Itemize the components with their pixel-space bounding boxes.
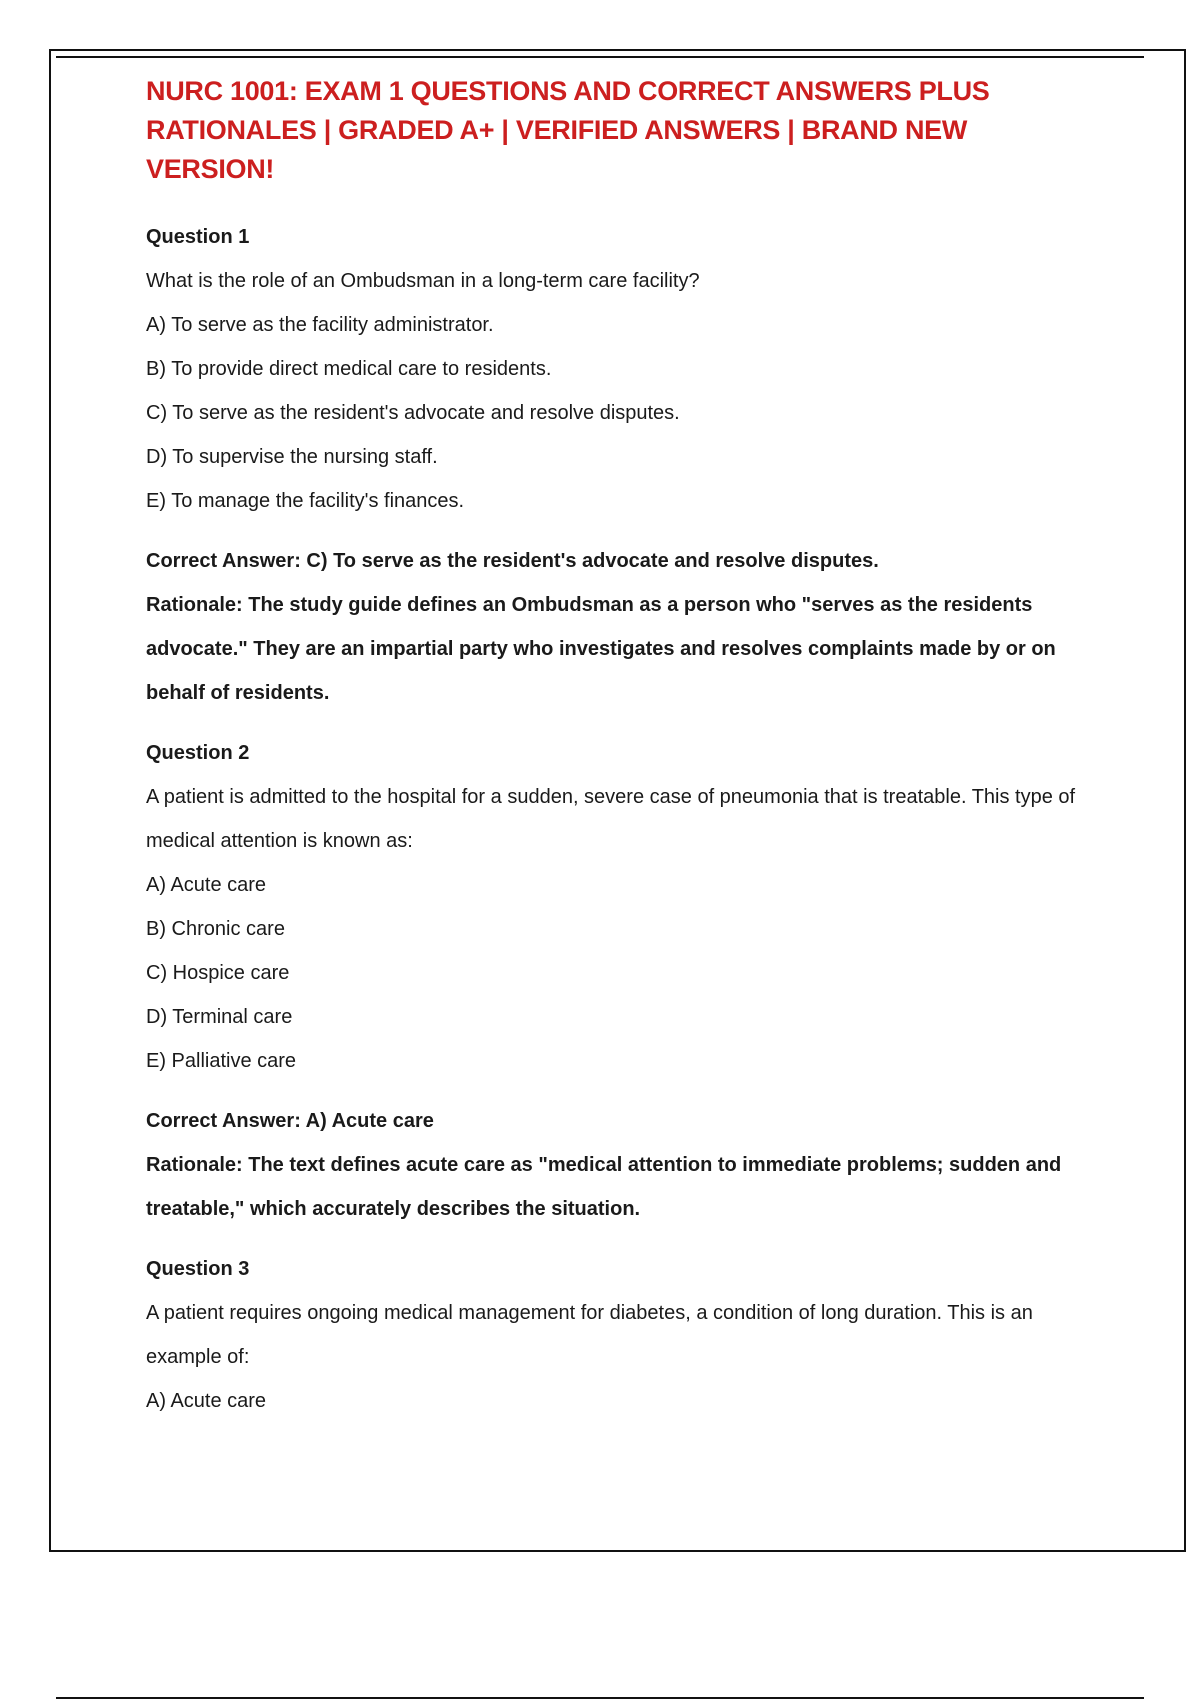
option-list xyxy=(146,863,1096,1083)
question-text: A patient is admitted to the hospital for a sudden, severe case of pneumonia that is treatable. This type of medical attention is known as: xyxy=(146,786,1076,852)
question-heading: Question 3 xyxy=(146,1258,250,1280)
option-e: E) To manage the facility's finances. xyxy=(146,490,465,512)
bottom-rule xyxy=(56,1697,1144,1699)
option-c: C) To serve as the resident's advocate and resolve disputes. xyxy=(146,402,680,424)
option-a: A) Acute care xyxy=(146,874,267,896)
answer-block xyxy=(146,539,1096,715)
document-title: NURC 1001: EXAM 1 QUESTIONS AND CORRECT ANSWERS PLUS RATIONALES | GRADED A+ | VERIFIED ANSWERS | BRAND NEW VERSION! xyxy=(146,76,990,184)
option-a: A) Acute care xyxy=(146,1390,267,1412)
rationale: Rationale: The text defines acute care as "medical attention to immediate problems; sudden and treatable," which accurately describes the situation. xyxy=(146,1154,1062,1220)
option-b: B) Chronic care xyxy=(146,918,285,940)
option-e: E) Palliative care xyxy=(146,1050,297,1072)
option-d: D) To supervise the nursing staff. xyxy=(146,446,438,468)
answer-block xyxy=(146,1099,1096,1231)
rationale: Rationale: The study guide defines an Ombudsman as a person who "serves as the residents advocate." They are an impartial party who investigates and resolves complaints made by or on behalf of residents. xyxy=(146,594,1056,704)
question-heading: Question 1 xyxy=(146,226,250,248)
option-d: D) Terminal care xyxy=(146,1006,293,1028)
question-text: What is the role of an Ombudsman in a long-term care facility? xyxy=(146,270,700,292)
option-b: B) To provide direct medical care to residents. xyxy=(146,358,552,380)
question-3 xyxy=(146,1247,1096,1423)
option-c: C) Hospice care xyxy=(146,962,290,984)
question-heading: Question 2 xyxy=(146,742,250,764)
option-list xyxy=(146,303,1096,523)
question-1 xyxy=(146,215,1096,715)
correct-answer: Correct Answer: C) To serve as the resident's advocate and resolve disputes. xyxy=(146,550,879,572)
question-2 xyxy=(146,731,1096,1231)
option-list xyxy=(146,1379,1096,1423)
document-content xyxy=(146,72,1096,1423)
correct-answer: Correct Answer: A) Acute care xyxy=(146,1110,434,1132)
option-a: A) To serve as the facility administrator. xyxy=(146,314,494,336)
question-text: A patient requires ongoing medical management for diabetes, a condition of long duration. This is an example of: xyxy=(146,1302,1033,1368)
